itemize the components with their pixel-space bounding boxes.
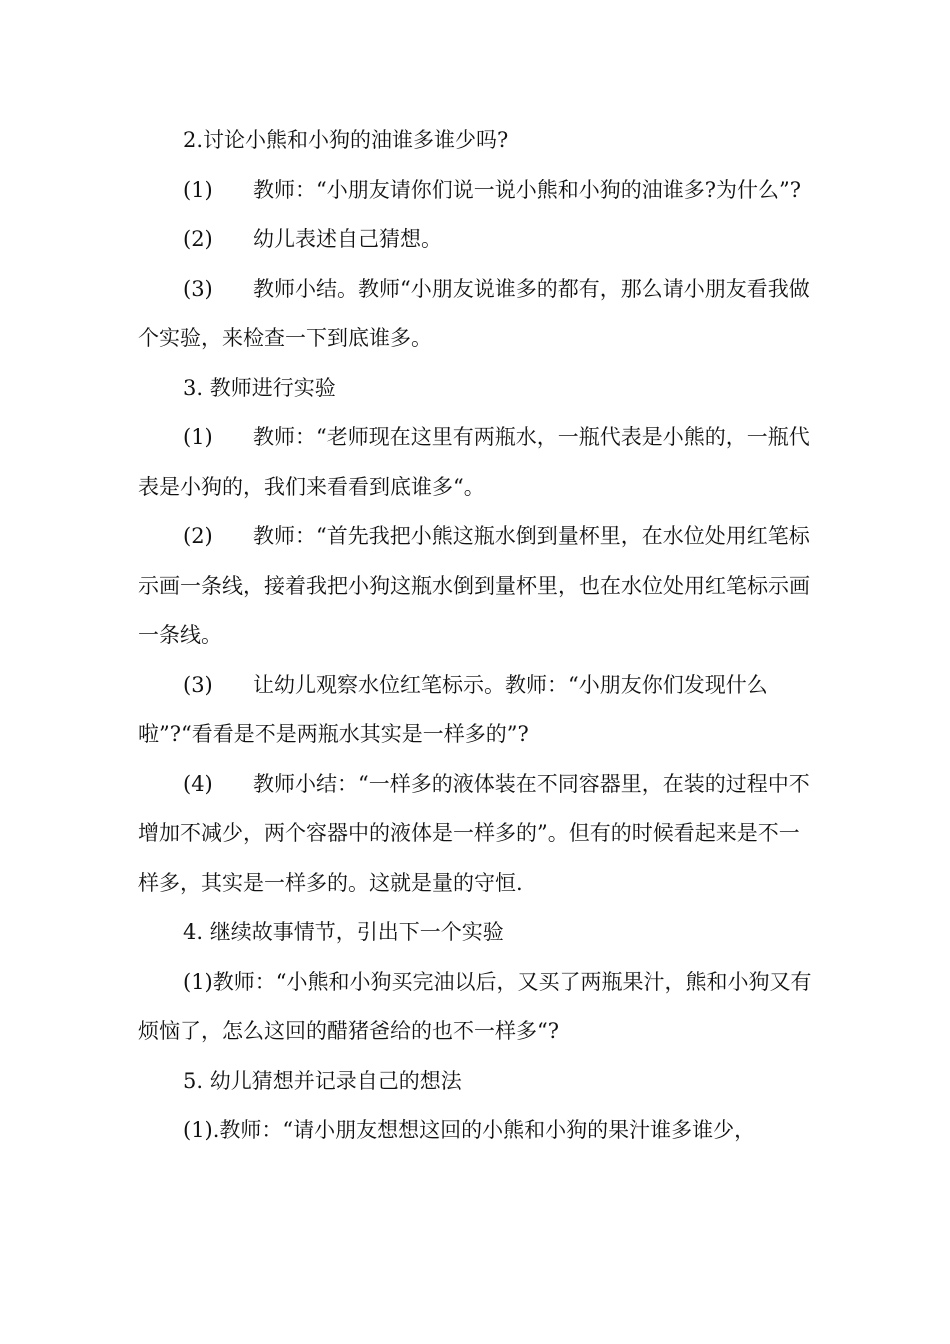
paragraph-number: (1): [183, 425, 213, 449]
paragraph: [138, 661, 816, 760]
paragraph: [138, 512, 816, 661]
paragraph: [138, 760, 816, 909]
paragraph: [138, 265, 816, 364]
paragraph: [138, 1106, 816, 1156]
paragraph-number: (2): [183, 524, 213, 548]
paragraph-text: 教师小结。教师“小朋友说谁多的都有，那么请小朋友看我做个实验，来检查一下到底谁多。: [138, 276, 810, 350]
paragraph-number: (1): [183, 177, 213, 202]
paragraph: [138, 1057, 816, 1107]
paragraph-text: 教师：“首先我把小熊这瓶水倒到量杯里，在水位处用红笔标示画一条线，接着我把小狗这瓶水倒到量杯里，也在水位处用红笔标示画一条线。: [138, 524, 810, 647]
paragraph: [138, 116, 816, 166]
paragraph-text: 教师：“老师现在这里有两瓶水，一瓶代表是小熊的，一瓶代表是小狗的，我们来看看到底谁多“。: [138, 425, 810, 499]
paragraph: [138, 215, 816, 265]
paragraph-text: (1).教师：“请小朋友想想这回的小熊和小狗的果汁谁多谁少，: [183, 1118, 756, 1142]
paragraph: [138, 364, 816, 414]
paragraph-text: 3. 教师进行实验: [183, 375, 336, 400]
paragraph: [138, 166, 816, 216]
paragraph-text: (1)教师：“小熊和小狗买完油以后，又买了两瓶果汁，熊和小狗又有烦恼了，怎么这回的醋猪爸给的也不一样多“?: [138, 969, 812, 1043]
document-body: [138, 116, 816, 1156]
paragraph: [138, 908, 816, 958]
paragraph-text: 让幼儿观察水位红笔标示。教师：“小朋友你们发现什么啦”?“看看是不是两瓶水其实是一样多的”?: [138, 672, 768, 746]
paragraph-text: 幼儿表述自己猜想。: [253, 227, 442, 251]
paragraph-text: 教师：“小朋友请你们说一说小熊和小狗的油谁多?为什么”?: [253, 177, 801, 202]
paragraph-number: (2): [183, 227, 213, 251]
paragraph-number: (3): [183, 276, 213, 301]
paragraph-text: 教师小结：“一样多的液体装在不同容器里，在装的过程中不增加不减少，两个容器中的液体是一样多的”。但有的时候看起来是不一样多，其实是一样多的。这就是量的守恒.: [138, 771, 810, 895]
paragraph: [138, 413, 816, 512]
paragraph-text: 4. 继续故事情节，引出下一个实验: [183, 920, 504, 944]
paragraph: [138, 958, 816, 1057]
paragraph-text: 5. 幼儿猜想并记录自己的想法: [183, 1068, 462, 1093]
paragraph-number: (3): [183, 672, 213, 697]
paragraph-text: 2.讨论小熊和小狗的油谁多谁少吗?: [183, 128, 509, 152]
paragraph-number: (4): [183, 771, 213, 796]
